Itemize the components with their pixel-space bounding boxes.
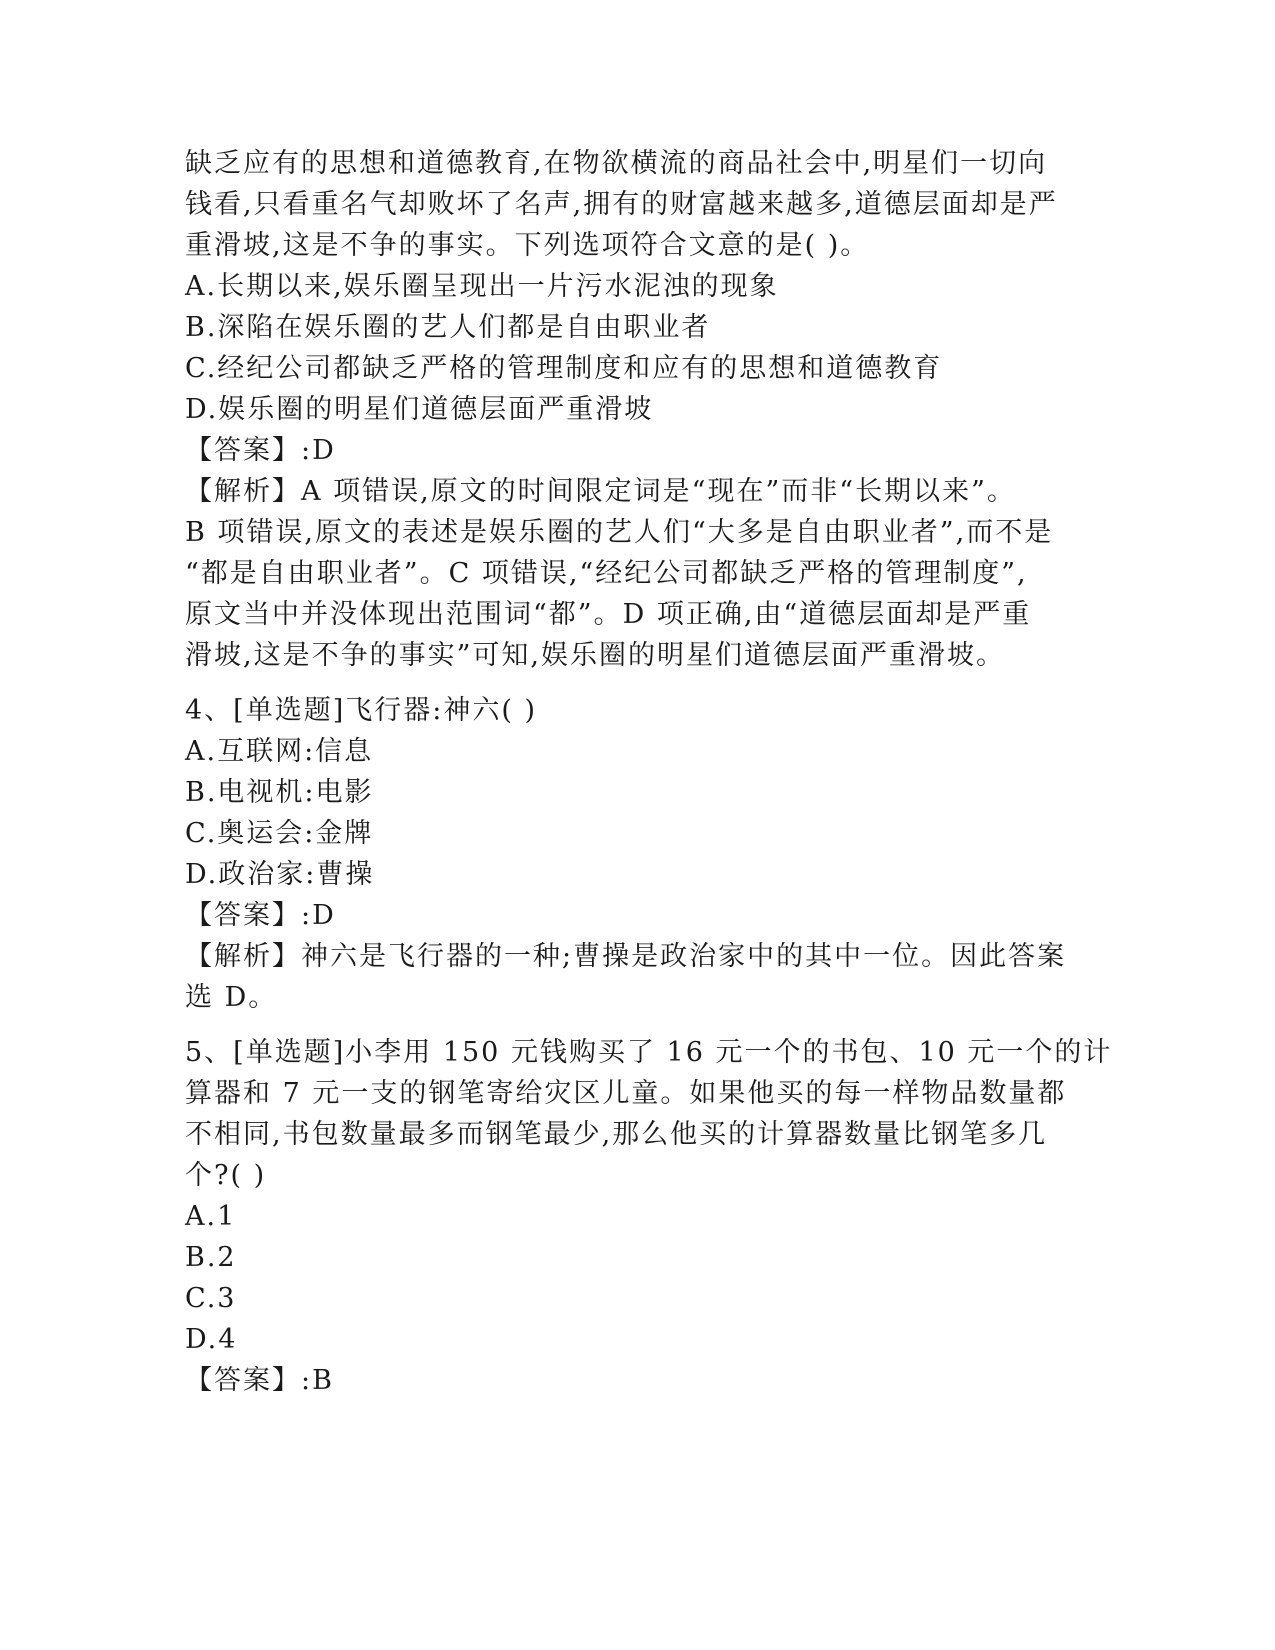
question-4 (185, 690, 1085, 1018)
question-stem-line: 缺乏应有的思想和道德教育,在物欲横流的商品社会中,明星们一切向 (185, 148, 1048, 179)
question-stem-line: 不相同,书包数量最多而钢笔最少,那么他买的计算器数量比钢笔多几 (185, 1119, 1048, 1150)
question-stem-line: 算器和 7 元一支的钢笔寄给灾区儿童。如果他买的每一样物品数量都 (185, 1078, 1067, 1109)
question-stem-line: 钱看,只看重名气却败坏了名声,拥有的财富越来越多,道德层面却是严 (185, 189, 1058, 220)
answer-line: 【答案】:D (185, 435, 336, 466)
spacer (185, 1018, 1085, 1032)
analysis-line: 选 D。 (185, 982, 278, 1013)
analysis-line: 滑坡,这是不争的事实”可知,娱乐圈的明星们道德层面严重滑坡。 (185, 640, 1005, 671)
question-stem-line: 4、[单选题]飞行器:神六( ) (185, 695, 537, 726)
option-b: B.深陷在娱乐圈的艺人们都是自由职业者 (185, 312, 711, 343)
question-stem-line: 5、[单选题]小李用 150 元钱购买了 16 元一个的书包、10 元一个的计 (185, 1037, 1113, 1068)
option-d: D.4 (185, 1324, 238, 1355)
question-3 (185, 143, 1085, 676)
analysis-line: 【解析】神六是飞行器的一种;曹操是政治家中的其中一位。因此答案 (185, 941, 1067, 972)
analysis-line: B 项错误,原文的表述是娱乐圈的艺人们“大多是自由职业者”,而不是 (185, 517, 1054, 548)
option-a: A.长期以来,娱乐圈呈现出一片污水泥浊的现象 (185, 271, 779, 302)
spacer (185, 676, 1085, 690)
option-d: D.政治家:曹操 (185, 859, 375, 890)
option-d: D.娱乐圈的明星们道德层面严重滑坡 (185, 394, 654, 425)
answer-line: 【答案】:B (185, 1365, 334, 1396)
option-c: C.3 (185, 1283, 237, 1314)
option-b: B.电视机:电影 (185, 777, 374, 808)
analysis-line: 原文当中并没体现出范围词“都”。D 项正确,由“道德层面却是严重 (185, 599, 1032, 630)
question-stem-line: 重滑坡,这是不争的事实。下列选项符合文意的是( )。 (185, 230, 870, 261)
option-c: C.奥运会:金牌 (185, 818, 374, 849)
option-a: A.互联网:信息 (185, 736, 374, 767)
answer-line: 【答案】:D (185, 900, 336, 931)
option-b: B.2 (185, 1242, 237, 1273)
analysis-line: “都是自由职业者”。C 项错误,“经纪公司都缺乏严格的管理制度”, (185, 558, 1028, 589)
question-stem-line: 个?( ) (185, 1160, 267, 1191)
analysis-line: 【解析】A 项错误,原文的时间限定词是“现在”而非“长期以来”。 (185, 476, 1016, 507)
option-a: A.1 (185, 1201, 237, 1232)
option-c: C.经纪公司都缺乏严格的管理制度和应有的思想和道德教育 (185, 353, 943, 384)
question-5 (185, 1032, 1113, 1401)
document-page (185, 143, 1113, 1401)
